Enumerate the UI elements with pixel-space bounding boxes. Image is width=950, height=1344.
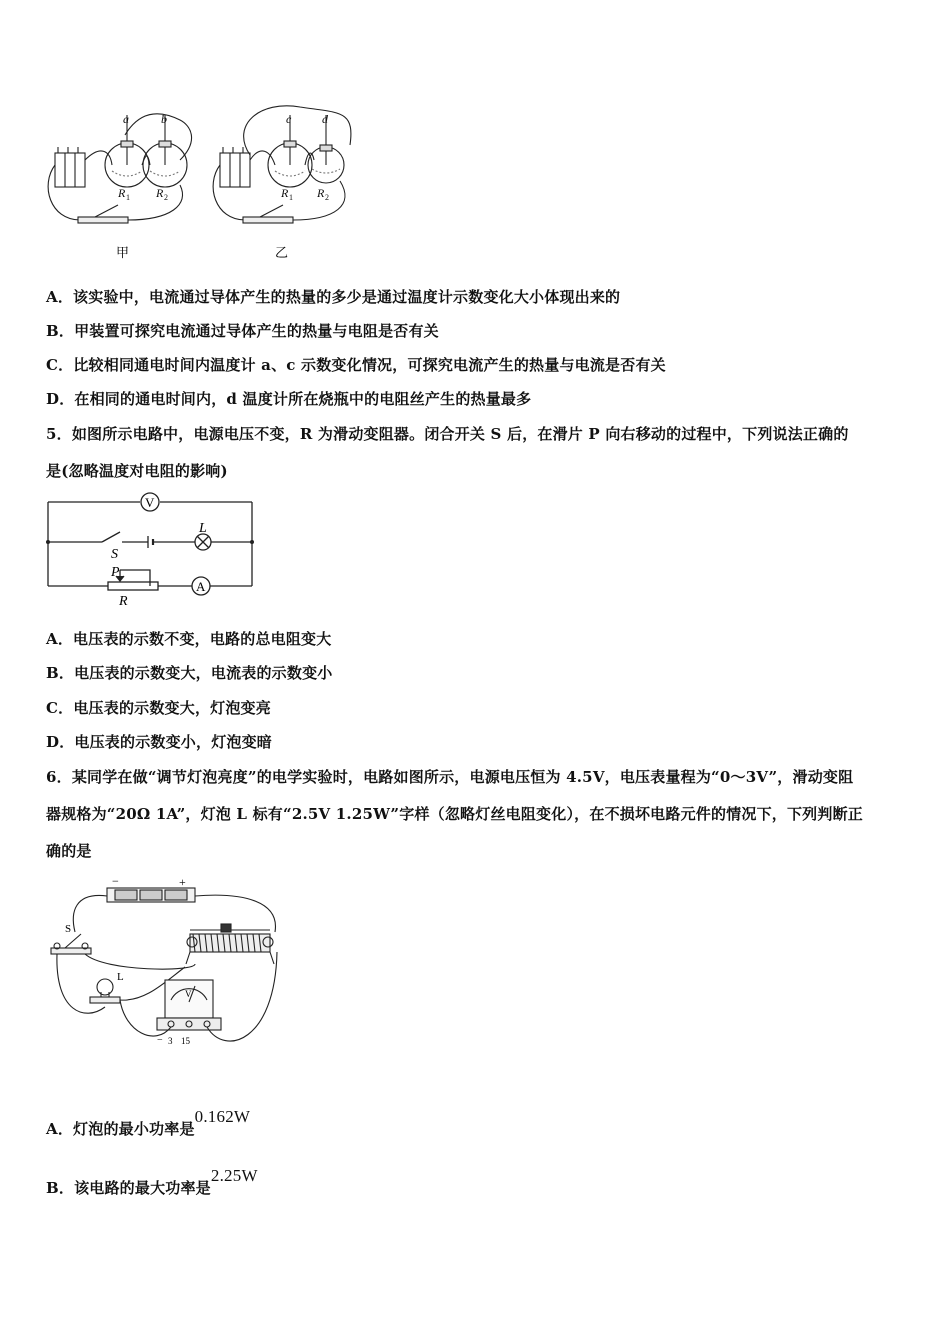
q6-apparatus [45, 872, 285, 1057]
q5-option-d: D．电压表的示数变小，灯泡变暗 [46, 733, 273, 751]
terminal-3: 3 [168, 1036, 173, 1046]
terminal-minus: − [157, 1035, 163, 1046]
battery-minus: − [112, 874, 119, 888]
ammeter-symbol: A [196, 579, 206, 594]
q6-option-b-text: B．该电路的最大功率是 [46, 1179, 211, 1197]
q4-option-d: D．在相同的通电时间内，d 温度计所在烧瓶中的电阻丝产生的热量最多 [46, 390, 532, 408]
label-a: a [123, 112, 129, 126]
label-b: b [161, 112, 167, 126]
q6-option-b-value: 2.25W [210, 1166, 258, 1185]
caption-right: 乙 [275, 245, 289, 260]
label-r2-left: R [156, 186, 164, 200]
q5-option-a: A．电压表的示数不变，电路的总电阻变大 [46, 630, 332, 648]
resistor-label: R [119, 594, 128, 609]
q6-switch-label: S [65, 923, 72, 935]
q6-meter-label: V [185, 989, 192, 999]
caption-left: 甲 [116, 245, 130, 260]
q5-circuit [40, 490, 260, 612]
q6-option-a-text: A．灯泡的最小功率是 [46, 1120, 195, 1138]
q6-stem-line2: 器规格为“20Ω 1A”，灯泡 L 标有“2.5V 1.25W”字样（忽略灯丝电阻变化），在不损坏电路元件的情况下，下列判断正 [46, 805, 863, 823]
q6-stem-line1: 6．某同学在做“调节灯泡亮度”的电学实验时，电路如图所示，电源电压恒为 4.5V，电压表量程为“0～3V”，滑动变阻 [46, 768, 854, 786]
switch-label: S [111, 547, 118, 562]
q6-option-a-value: 0.162W [194, 1107, 251, 1126]
label-r2-left-sub: 2 [164, 193, 168, 202]
label-r1-right-sub: 1 [289, 193, 293, 202]
battery-plus: + [179, 875, 186, 889]
label-r2-right-sub: 2 [325, 193, 329, 202]
terminal-15: 15 [181, 1036, 190, 1046]
label-r2-right: R [317, 186, 325, 200]
q4-option-a: A．该实验中，电流通过导体产生的热量的多少是通过温度计示数变化大小体现出来的 [46, 288, 621, 306]
q5-stem-line2: 是(忽略温度对电阻的影响) [46, 462, 228, 480]
q5-option-b: B．电压表的示数变大，电流表的示数变小 [46, 664, 333, 682]
label-r1-right: R [281, 186, 289, 200]
q6-option-b [46, 1166, 258, 1198]
q5-option-c: C．电压表的示数变大，灯泡变亮 [46, 699, 271, 717]
q4-option-c: C．比较相同通电时间内温度计 a、c 示数变化情况，可探究电流产生的热量与电流是否有关 [46, 356, 666, 374]
voltmeter-symbol: V [145, 495, 155, 510]
label-c: c [286, 112, 292, 126]
q4-figure [40, 105, 370, 265]
q6-lamp-label: L [117, 971, 124, 983]
q6-option-a [46, 1107, 251, 1139]
label-r1-left-sub: 1 [126, 193, 130, 202]
label-r1-left: R [118, 186, 126, 200]
q4-setup-left [48, 114, 191, 223]
q6-stem-line3: 确的是 [46, 842, 92, 860]
slider-label: P [111, 565, 120, 580]
q5-stem-line1: 5．如图所示电路中，电源电压不变，R 为滑动变阻器。闭合开关 S 后，在滑片 P 向右移动的过程中，下列说法正确的 [46, 425, 849, 443]
q4-option-b: B．甲装置可探究电流通过导体产生的热量与电阻是否有关 [46, 322, 439, 340]
lamp-label: L [199, 521, 207, 536]
label-d: d [322, 112, 328, 126]
q4-setup-right [213, 106, 351, 223]
